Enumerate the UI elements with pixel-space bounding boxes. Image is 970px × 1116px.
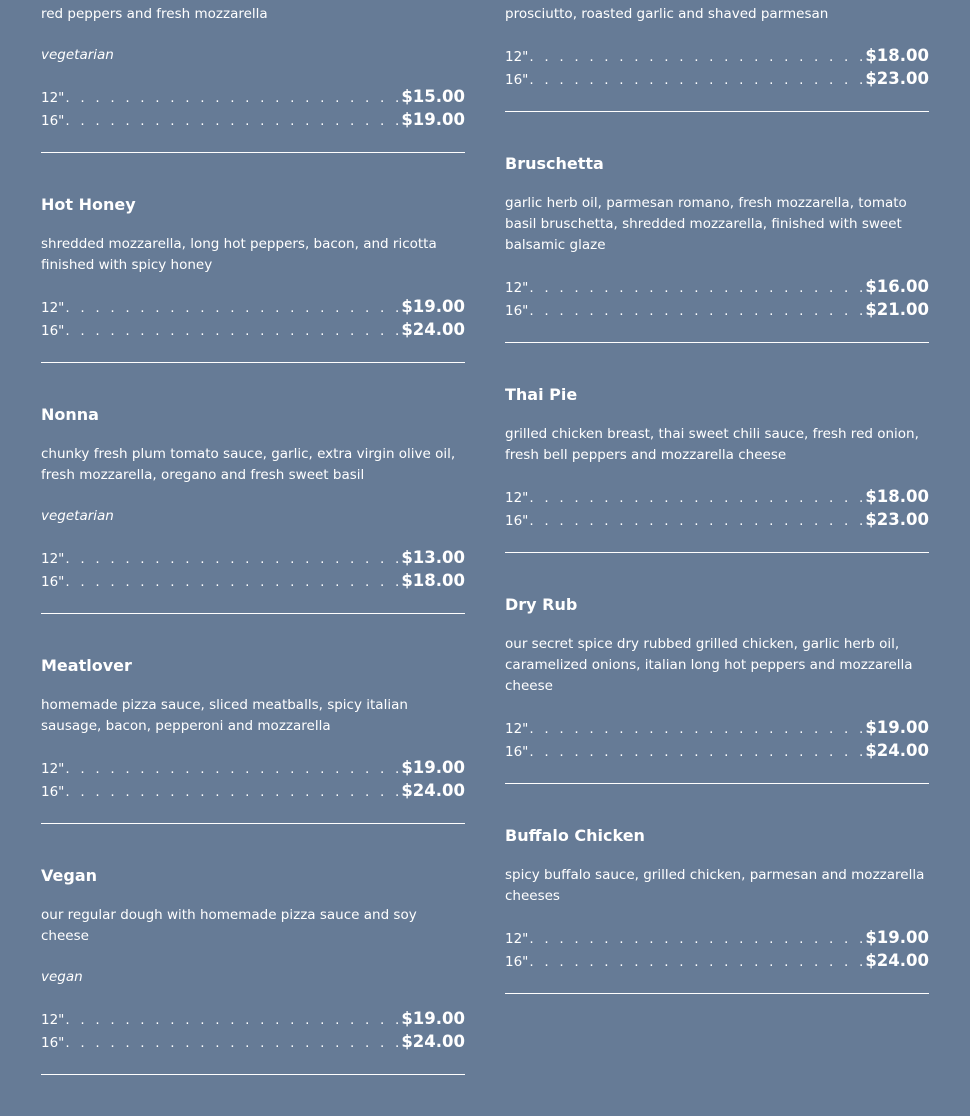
menu-item-description: prosciutto, roasted garlic and shaved parmesan [505, 6, 829, 22]
item-divider [41, 152, 465, 153]
price-list [505, 928, 929, 974]
size-label: 16" [505, 72, 529, 88]
size-label: 16" [505, 954, 529, 970]
item-divider [41, 1074, 465, 1075]
dot-leader [529, 490, 864, 506]
price-amount: $23.00 [865, 69, 929, 88]
price-row [505, 741, 929, 764]
price-row [505, 510, 929, 533]
size-label: 12" [41, 761, 65, 777]
size-label: 12" [505, 49, 529, 65]
menu-item-name: Buffalo Chicken [505, 826, 645, 845]
price-row [505, 487, 929, 510]
price-amount: $13.00 [401, 548, 465, 567]
dot-leader [529, 303, 864, 319]
price-row [505, 718, 929, 741]
price-row [505, 300, 929, 323]
dot-leader [65, 784, 400, 800]
price-row [41, 87, 465, 110]
size-label: 16" [505, 744, 529, 760]
menu-item-description: spicy buffalo sauce, grilled chicken, parmesan and mozzarella cheeses [505, 867, 925, 904]
menu-item [41, 194, 465, 363]
menu-item-description: chunky fresh plum tomato sauce, garlic, extra virgin olive oil, fresh mozzarella, oregano and fresh sweet basil [41, 446, 456, 483]
price-amount: $18.00 [865, 46, 929, 65]
dot-leader [529, 72, 864, 88]
price-amount: $16.00 [865, 277, 929, 296]
price-row [41, 781, 465, 804]
menu-item-description: garlic herb oil, parmesan romano, fresh mozzarella, tomato basil bruschetta, shredded mozzarella, finished with sweet balsamic glaze [505, 195, 907, 253]
size-label: 12" [41, 300, 65, 316]
dot-leader [65, 1035, 400, 1051]
size-label: 12" [41, 551, 65, 567]
price-row [41, 1009, 465, 1032]
size-label: 16" [41, 113, 65, 129]
dot-leader [65, 574, 400, 590]
menu-item-name: Dry Rub [505, 595, 578, 614]
size-label: 16" [41, 784, 65, 800]
price-row [41, 548, 465, 571]
price-row [505, 951, 929, 974]
menu-item-name: Nonna [41, 405, 99, 424]
menu-item [505, 4, 929, 112]
menu-item [505, 594, 929, 784]
dot-leader [529, 931, 864, 947]
menu-item [505, 825, 929, 994]
dot-leader [65, 551, 400, 567]
size-label: 16" [41, 323, 65, 339]
price-row [41, 571, 465, 594]
menu-item [505, 153, 929, 343]
price-list [41, 1009, 465, 1055]
price-list [505, 487, 929, 533]
price-amount: $24.00 [401, 781, 465, 800]
price-amount: $24.00 [401, 1032, 465, 1051]
price-row [41, 110, 465, 133]
dot-leader [529, 513, 864, 529]
menu-item-name: Hot Honey [41, 195, 136, 214]
price-list [41, 548, 465, 594]
menu-item-diet-tag: vegan [41, 969, 83, 985]
price-row [505, 46, 929, 69]
size-label: 12" [41, 90, 65, 106]
price-row [41, 758, 465, 781]
size-label: 12" [505, 490, 529, 506]
size-label: 16" [41, 574, 65, 590]
size-label: 16" [505, 513, 529, 529]
price-list [505, 277, 929, 323]
price-amount: $23.00 [865, 510, 929, 529]
item-divider [505, 552, 929, 553]
size-label: 12" [41, 1012, 65, 1028]
dot-leader [65, 300, 400, 316]
dot-leader [65, 90, 400, 106]
menu-item-diet-tag: vegetarian [41, 47, 114, 63]
price-row [505, 69, 929, 92]
price-amount: $19.00 [401, 758, 465, 777]
size-label: 12" [505, 721, 529, 737]
price-row [41, 320, 465, 343]
menu-item [41, 865, 465, 1075]
menu-item-description: red peppers and fresh mozzarella [41, 6, 268, 22]
dot-leader [65, 761, 400, 777]
price-list [41, 758, 465, 804]
menu-column-right [505, 4, 929, 1035]
menu-item-name: Meatlover [41, 656, 132, 675]
price-amount: $24.00 [865, 951, 929, 970]
menu-item [41, 4, 465, 153]
price-amount: $15.00 [401, 87, 465, 106]
price-amount: $19.00 [401, 297, 465, 316]
price-list [41, 297, 465, 343]
item-divider [505, 342, 929, 343]
price-row [505, 928, 929, 951]
item-divider [41, 362, 465, 363]
dot-leader [65, 113, 400, 129]
item-divider [505, 111, 929, 112]
menu-item-description: homemade pizza sauce, sliced meatballs, spicy italian sausage, bacon, pepperoni and mozzarella [41, 697, 408, 734]
price-amount: $21.00 [865, 300, 929, 319]
menu-item-description: shredded mozzarella, long hot peppers, bacon, and ricotta finished with spicy honey [41, 236, 437, 273]
dot-leader [529, 280, 864, 296]
price-amount: $18.00 [865, 487, 929, 506]
dot-leader [529, 49, 864, 65]
menu-item-diet-tag: vegetarian [41, 508, 114, 524]
menu-item-description: our regular dough with homemade pizza sauce and soy cheese [41, 907, 417, 944]
price-amount: $19.00 [865, 718, 929, 737]
menu-item-name: Bruschetta [505, 154, 604, 173]
menu-item-description: grilled chicken breast, thai sweet chili sauce, fresh red onion, fresh bell peppers and mozzarella cheese [505, 426, 919, 463]
price-amount: $24.00 [865, 741, 929, 760]
dot-leader [65, 323, 400, 339]
menu-item-description: our secret spice dry rubbed grilled chicken, garlic herb oil, caramelized onions, italian long hot peppers and mozzarella cheese [505, 636, 913, 694]
dot-leader [529, 744, 864, 760]
price-row [41, 297, 465, 320]
menu-column-left [41, 4, 465, 1116]
item-divider [505, 993, 929, 994]
menu-item [41, 655, 465, 824]
price-amount: $19.00 [401, 1009, 465, 1028]
item-divider [41, 823, 465, 824]
size-label: 12" [505, 280, 529, 296]
item-divider [41, 613, 465, 614]
size-label: 16" [41, 1035, 65, 1051]
price-list [41, 87, 465, 133]
dot-leader [65, 1012, 400, 1028]
dot-leader [529, 954, 864, 970]
price-list [505, 46, 929, 92]
price-amount: $18.00 [401, 571, 465, 590]
size-label: 12" [505, 931, 529, 947]
price-amount: $19.00 [865, 928, 929, 947]
price-amount: $19.00 [401, 110, 465, 129]
dot-leader [529, 721, 864, 737]
price-row [505, 277, 929, 300]
menu-item [505, 384, 929, 553]
item-divider [505, 783, 929, 784]
menu-item [41, 404, 465, 614]
price-list [505, 718, 929, 764]
price-amount: $24.00 [401, 320, 465, 339]
menu-item-name: Thai Pie [505, 385, 578, 404]
menu-item-name: Vegan [41, 866, 97, 885]
size-label: 16" [505, 303, 529, 319]
price-row [41, 1032, 465, 1055]
